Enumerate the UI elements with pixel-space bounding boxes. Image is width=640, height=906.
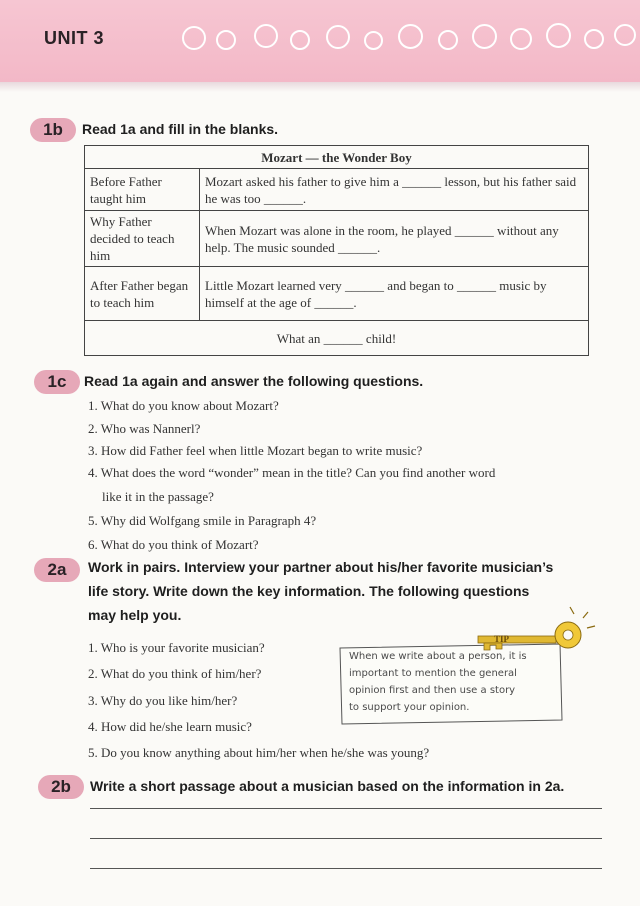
question-item: 2. What do you think of him/her?	[88, 666, 262, 681]
row-label: Why Father decided to teach him	[85, 211, 200, 267]
question-item: like it in the passage?	[102, 489, 214, 504]
instruction-2a-line: may help you.	[88, 607, 182, 623]
deco-circle	[290, 30, 310, 50]
instruction-1c: Read 1a again and answer the following questions.	[84, 373, 424, 389]
deco-circle	[364, 31, 383, 50]
tip-line: to support your opinion.	[349, 702, 470, 713]
question-item: 1. Who is your favorite musician?	[88, 640, 265, 655]
table-row	[85, 211, 589, 267]
tip-line: opinion first and then use a story	[349, 685, 516, 696]
deco-circle	[182, 26, 206, 50]
deco-circle	[216, 30, 236, 50]
question-item: 5. Why did Wolfgang smile in Paragraph 4?	[88, 513, 317, 528]
section-tag-1b: 1b	[30, 118, 76, 142]
deco-circle	[546, 23, 571, 48]
table-footer: What an ______ child!	[85, 321, 589, 356]
decorative-circles	[176, 20, 638, 54]
question-item: 6. What do you think of Mozart?	[88, 537, 259, 552]
deco-circle	[398, 24, 423, 49]
table-title: Mozart — the Wonder Boy	[85, 146, 589, 169]
section-tag-1c: 1c	[34, 370, 80, 394]
instruction-1b: Read 1a and fill in the blanks.	[82, 121, 279, 137]
unit-title: UNIT 3	[44, 28, 105, 48]
row-content: When Mozart was alone in the room, he played ______ without any help. The music sounded ______.	[200, 211, 589, 267]
row-label: After Father began to teach him	[85, 267, 200, 321]
story-table	[84, 145, 589, 356]
question-item: 4. What does the word “wonder” mean in the title? Can you find another word	[88, 465, 496, 480]
deco-circle	[614, 24, 636, 46]
instruction-2a-line: Work in pairs. Interview your partner about his/her favorite musician’s	[88, 559, 554, 575]
header-shadow	[0, 82, 640, 92]
question-item: 1. What do you know about Mozart?	[88, 398, 279, 413]
row-content: Mozart asked his father to give him a ______ lesson, but his father said he was too ______.	[200, 169, 589, 211]
key-label: TIP	[494, 634, 510, 644]
table-row	[85, 169, 589, 211]
question-item: 3. Why do you like him/her?	[88, 693, 238, 708]
deco-circle	[584, 29, 604, 49]
writing-line[interactable]	[90, 838, 602, 839]
row-label: Before Father taught him	[85, 169, 200, 211]
row-content: Little Mozart learned very ______ and began to ______ music by himself at the age of ______.	[200, 267, 589, 321]
instruction-2b: Write a short passage about a musician based on the information in 2a.	[90, 778, 565, 794]
key-icon	[470, 604, 600, 659]
question-item: 4. How did he/she learn music?	[88, 719, 252, 734]
question-item: 5. Do you know anything about him/her when he/she was young?	[88, 745, 430, 760]
deco-circle	[254, 24, 278, 48]
deco-circle	[326, 25, 350, 49]
deco-circle	[510, 28, 532, 50]
question-item: 2. Who was Nannerl?	[88, 421, 201, 436]
key-svg	[470, 604, 600, 654]
deco-circle	[438, 30, 458, 50]
section-tag-2b: 2b	[38, 775, 84, 799]
tip-line: important to mention the general	[349, 668, 517, 679]
table-row	[85, 267, 589, 321]
deco-circle	[472, 24, 497, 49]
writing-line[interactable]	[90, 868, 602, 869]
question-item: 3. How did Father feel when little Mozart began to write music?	[88, 443, 423, 458]
instruction-2a-line: life story. Write down the key information. The following questions	[88, 583, 530, 599]
section-tag-2a: 2a	[34, 558, 80, 582]
writing-line[interactable]	[90, 808, 602, 809]
tip-line: When we write about a person, it is	[349, 651, 527, 662]
